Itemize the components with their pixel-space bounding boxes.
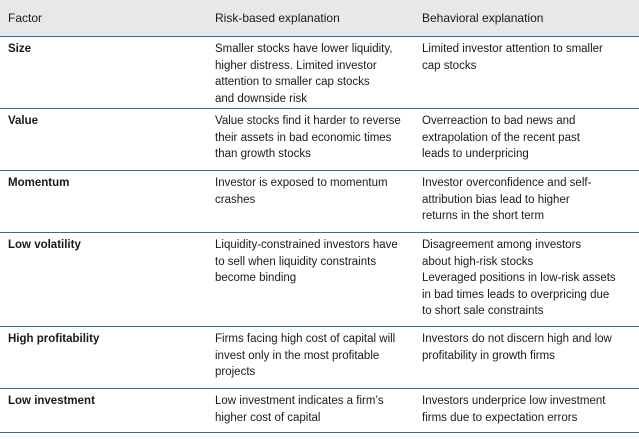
behavioral-explanation <box>422 175 634 225</box>
text-line: leads to underpricing <box>422 148 529 160</box>
text-line: Limited investor attention to smaller <box>422 43 603 55</box>
text-line: Low investment indicates a firm’s <box>215 395 384 407</box>
text-line: attribution bias lead to higher <box>422 193 570 206</box>
factor-name: High profitability <box>8 333 100 345</box>
factor-name: Size <box>8 43 32 55</box>
risk-explanation <box>215 41 415 107</box>
text-line: Smaller stocks have lower liquidity, <box>215 43 393 55</box>
table-row <box>0 389 639 433</box>
text-line: their assets in bad economic times <box>215 131 392 144</box>
factor-name: Value <box>8 115 39 127</box>
risk-explanation <box>215 393 415 426</box>
text-line: extrapolation of the recent past <box>422 131 580 144</box>
text-line: higher distress. Limited investor <box>215 59 377 72</box>
text-line: projects <box>215 366 256 378</box>
text-line: firms due to expectation errors <box>422 411 578 424</box>
text-line: Investors do not discern high and low <box>422 333 612 345</box>
text-line: Disagreement among investors <box>422 239 582 251</box>
text-line: higher cost of capital <box>215 411 321 424</box>
text-line: Overreaction to bad news and <box>422 115 576 127</box>
risk-explanation <box>215 113 415 163</box>
text-line: about high-risk stocks <box>422 255 534 268</box>
text-line: Investor is exposed to momentum <box>215 177 388 189</box>
table-row <box>0 233 639 327</box>
text-line: attention to smaller cap stocks <box>215 76 370 88</box>
behavioral-explanation <box>422 41 634 74</box>
text-line: and downside risk <box>215 92 308 105</box>
text-line: cap stocks <box>422 59 477 72</box>
text-line: Investor overconfidence and self- <box>422 177 592 189</box>
header-factor: Factor <box>8 11 43 25</box>
table-row <box>0 327 639 389</box>
risk-explanation <box>215 175 415 208</box>
behavioral-explanation <box>422 237 634 320</box>
risk-explanation <box>215 237 415 287</box>
header-risk-based: Risk-based explanation <box>215 11 340 25</box>
text-line: Investors underprice low investment <box>422 395 606 407</box>
factor-name: Low investment <box>8 395 95 407</box>
table-row <box>0 171 639 233</box>
text-line: profitability in growth firms <box>422 349 555 362</box>
text-line: invest only in the most profitable <box>215 349 380 362</box>
table-header <box>0 0 639 37</box>
header-behavioral: Behavioral explanation <box>422 11 544 25</box>
table-row <box>0 109 639 171</box>
text-line: crashes <box>215 193 256 206</box>
text-line: to sell when liquidity constraints <box>215 255 377 268</box>
text-line: returns in the short term <box>422 210 545 222</box>
text-line: Value stocks find it harder to reverse <box>215 115 401 127</box>
behavioral-explanation <box>422 331 634 364</box>
behavioral-explanation <box>422 393 634 426</box>
text-line: in bad times leads to overpricing due <box>422 288 610 301</box>
factor-name: Low volatility <box>8 239 81 251</box>
text-line: become binding <box>215 272 297 284</box>
text-line: Liquidity-constrained investors have <box>215 239 398 251</box>
behavioral-explanation <box>422 113 634 163</box>
text-line: than growth stocks <box>215 148 311 160</box>
factor-name: Momentum <box>8 177 70 189</box>
text-line: Leveraged positions in low-risk assets <box>422 272 616 284</box>
text-line: to short sale constraints <box>422 305 544 317</box>
table-row <box>0 37 639 109</box>
text-line: Firms facing high cost of capital will <box>215 333 396 345</box>
risk-explanation <box>215 331 415 381</box>
